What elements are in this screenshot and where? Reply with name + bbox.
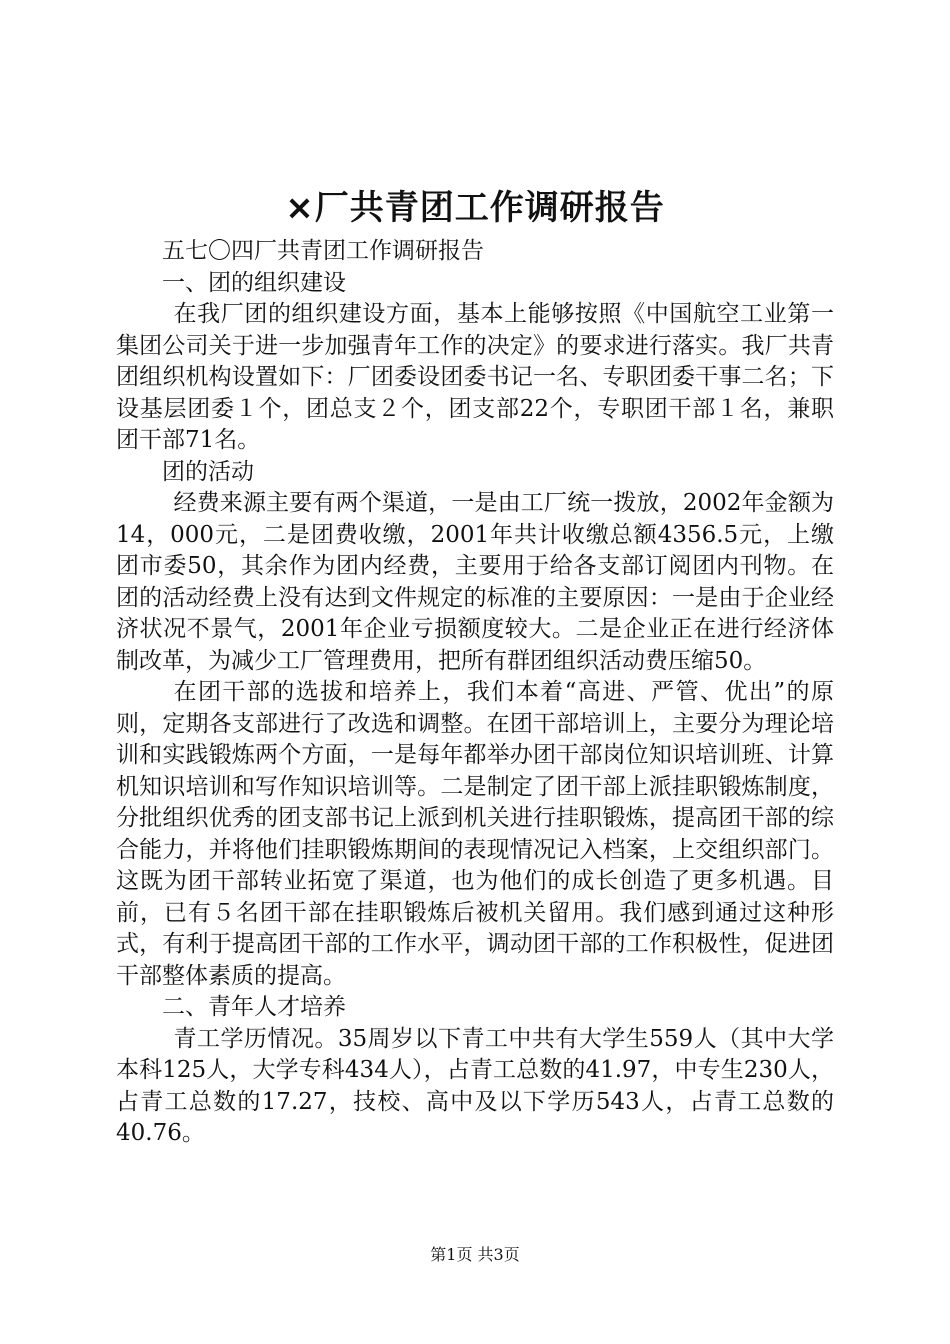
section-heading-activities: 团的活动 bbox=[162, 458, 254, 485]
document-title: ×厂共青团工作调研报告 bbox=[285, 188, 665, 228]
section-heading-youth-talent: 二、青年人才培养 bbox=[162, 994, 346, 1020]
document-body bbox=[116, 236, 834, 1150]
page-footer: 第1页 共3页 bbox=[430, 1245, 520, 1264]
paragraph-funding: 经费来源主要有两个渠道，一是由工厂统一拨放，2002年金额为14，000元，二是团费收缴，2001年共计收缴总额4356.5元，上缴团市委50，其余作为团内经费，主要用于给各支部订阅团内刊物。在团的活动经费上没有达到文件规定的标准的主要原因：一是由于企业经济状况不景气，2001年企业亏损额度较大。二是企业正在进行经济体制改革，为减少工厂管理费用，把所有群团组织活动费压缩50。 bbox=[116, 490, 834, 674]
paragraph-cadre-training: 在团干部的选拔和培养上，我们本着“高进、严管、优出”的原则，定期各支部进行了改选和调整。在团干部培训上，主要分为理论培训和实践锻炼两个方面，一是每年都举办团干部岗位知识培训班、计算机知识培训和写作知识培训等。二是制定了团干部上派挂职锻炼制度，分批组织优秀的团支部书记上派到机关进行挂职锻炼，提高团干部的综合能力，并将他们挂职锻炼期间的表现情况记入档案，上交组织部门。这既为团干部转业拓宽了渠道，也为他们的成长创造了更多机遇。目前，已有５名团干部在挂职锻炼后被机关留用。我们感到通过这种形式，有利于提高团干部的工作水平，调动团干部的工作积极性，促进团干部整体素质的提高。 bbox=[116, 679, 834, 989]
paragraph-organization: 在我厂团的组织建设方面，基本上能够按照《中国航空工业第一集团公司关于进一步加强青年工作的决定》的要求进行落实。我厂共青团组织机构设置如下：厂团委设团委书记一名、专职团委干事二名；下设基层团委１个，团总支２个，团支部22个，专职团干部１名，兼职团干部71名。 bbox=[116, 301, 834, 453]
subtitle-paragraph: 五七〇四厂共青团工作调研报告 bbox=[162, 238, 484, 264]
paragraph-education: 青工学历情况。35周岁以下青工中共有大学生559人（其中大学本科125人，大学专科434人），占青工总数的41.97，中专生230人，占青工总数的17.27，技校、高中及以下学历543人，占青工总数的40.76。 bbox=[116, 1025, 834, 1146]
section-heading-organization: 一、团的组织建设 bbox=[162, 269, 346, 296]
